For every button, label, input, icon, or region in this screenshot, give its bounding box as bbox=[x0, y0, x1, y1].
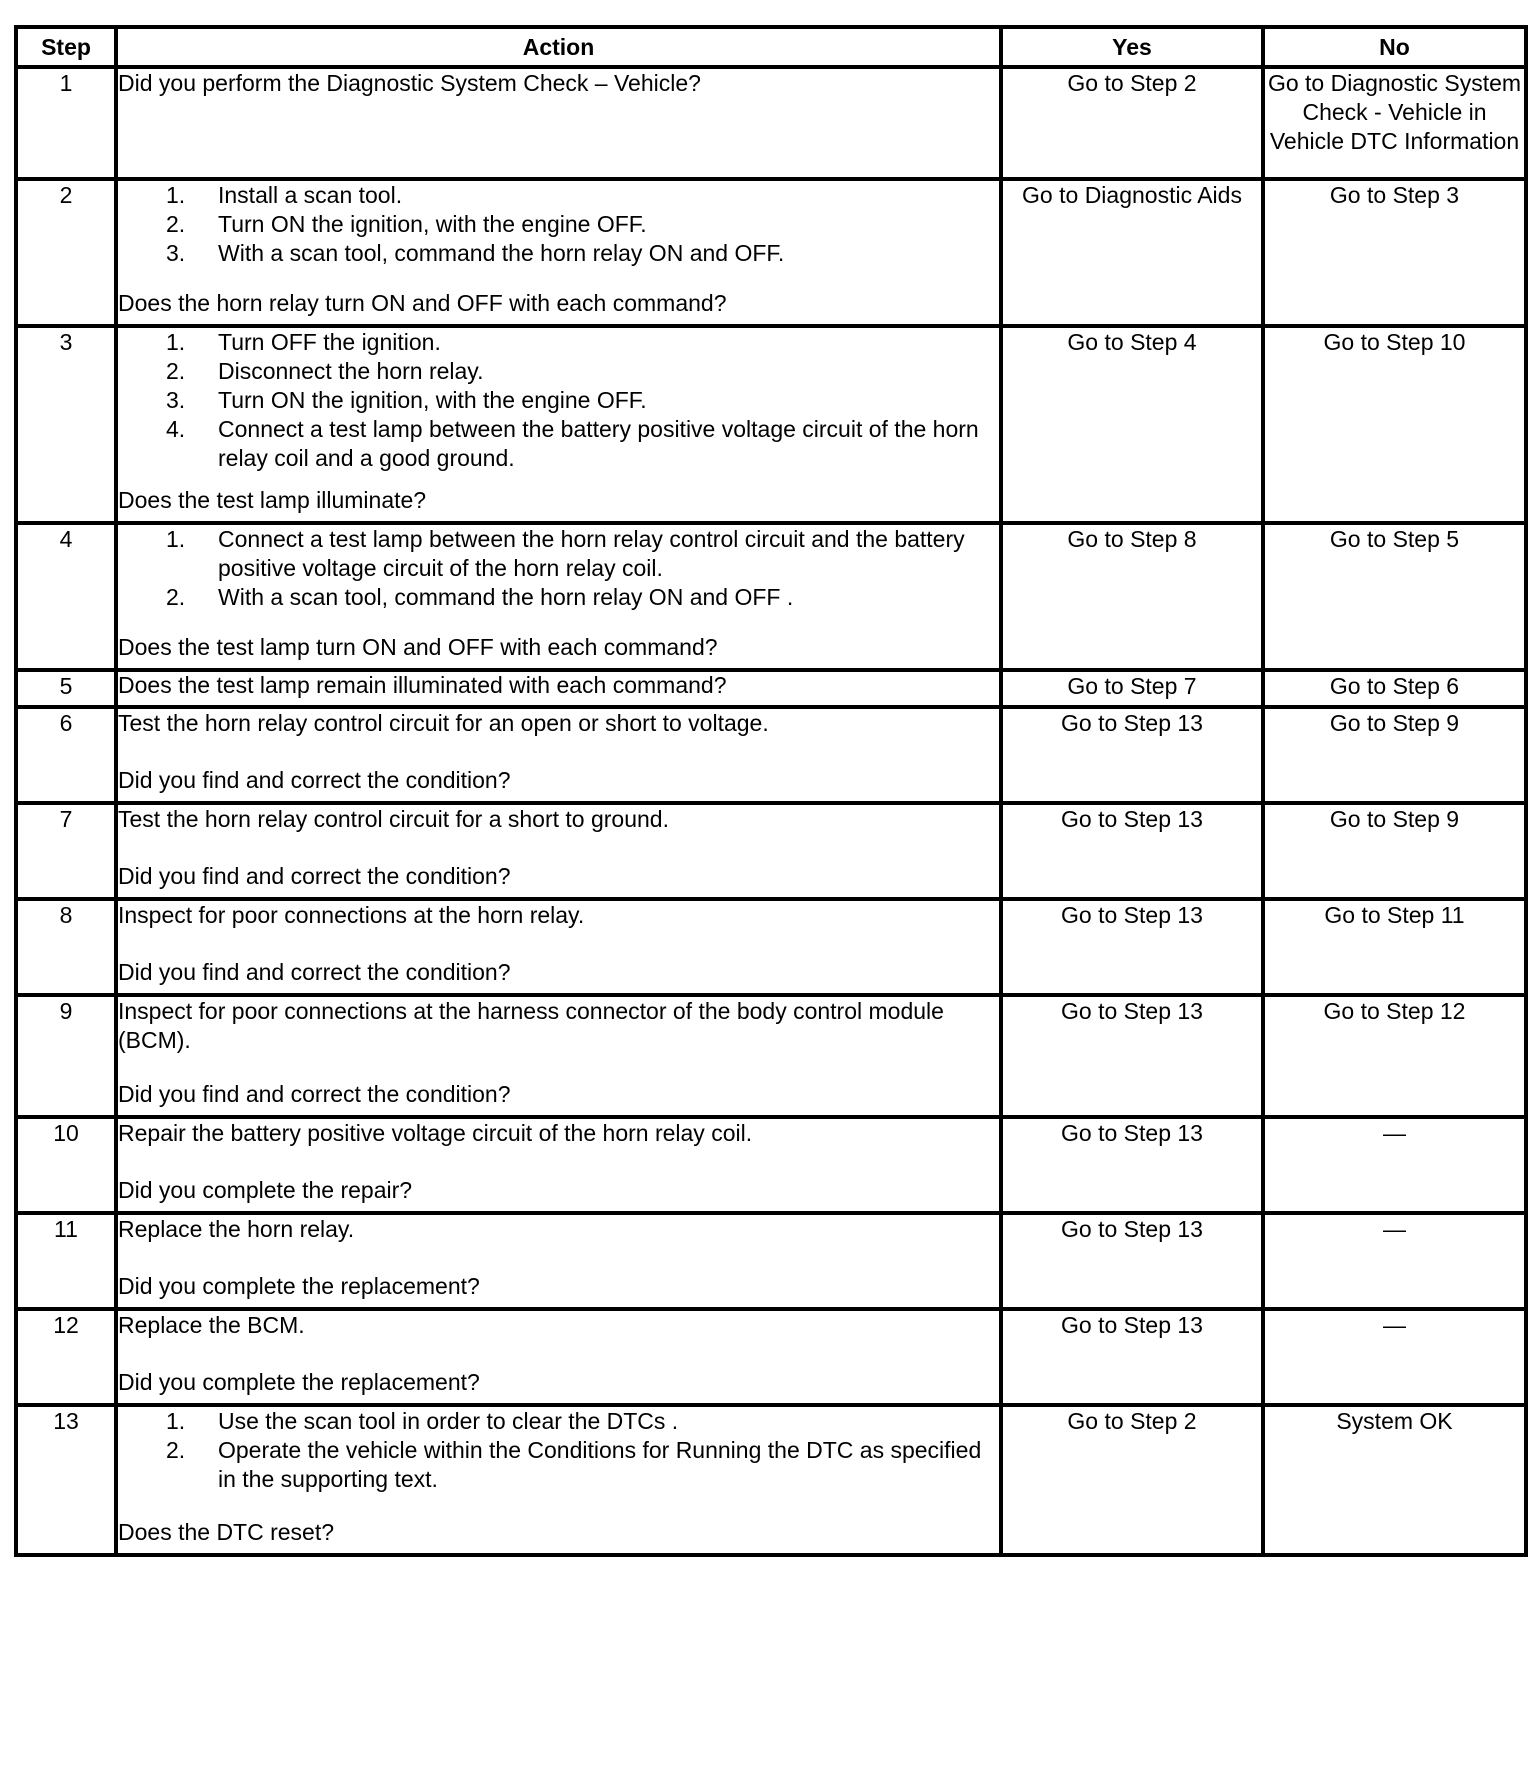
list-item bbox=[118, 357, 999, 386]
table-row bbox=[16, 803, 1526, 899]
step-number: 4 bbox=[16, 523, 116, 670]
step-number: 7 bbox=[16, 803, 116, 899]
action-cell bbox=[116, 995, 1001, 1117]
header-action: Action bbox=[116, 27, 1001, 67]
step-number: 9 bbox=[16, 995, 116, 1117]
yes-result: Go to Step 7 bbox=[1001, 670, 1263, 707]
no-result: — bbox=[1263, 1213, 1526, 1309]
yes-result: Go to Step 13 bbox=[1001, 1309, 1263, 1405]
action-question: Did you find and correct the condition? bbox=[118, 767, 511, 793]
list-item bbox=[118, 210, 999, 239]
action-cell bbox=[116, 670, 1001, 707]
list-item-number: 2. bbox=[166, 211, 186, 237]
list-item-text: With a scan tool, command the horn relay ON and OFF . bbox=[218, 584, 794, 610]
table-row bbox=[16, 670, 1526, 707]
table-row bbox=[16, 1117, 1526, 1213]
action-cell bbox=[116, 1213, 1001, 1309]
action-question: Does the test lamp turn ON and OFF with each command? bbox=[118, 634, 718, 660]
yes-result: Go to Step 13 bbox=[1001, 899, 1263, 995]
list-item bbox=[118, 239, 999, 268]
action-question: Did you complete the replacement? bbox=[118, 1369, 480, 1395]
list-item-number: 3. bbox=[166, 387, 186, 413]
list-item bbox=[118, 583, 999, 612]
yes-result: Go to Step 8 bbox=[1001, 523, 1263, 670]
list-item bbox=[118, 525, 999, 583]
action-instruction: Test the horn relay control circuit for a short to ground. bbox=[118, 806, 669, 832]
list-item-text: Disconnect the horn relay. bbox=[218, 358, 484, 384]
action-question: Did you complete the repair? bbox=[118, 1177, 413, 1203]
list-item bbox=[118, 328, 999, 357]
action-question: Did you perform the Diagnostic System Check – Vehicle? bbox=[118, 70, 701, 96]
table-row bbox=[16, 995, 1526, 1117]
yes-result: Go to Step 2 bbox=[1001, 1405, 1263, 1555]
action-question: Did you find and correct the condition? bbox=[118, 1081, 511, 1107]
no-result: System OK bbox=[1263, 1405, 1526, 1555]
list-item-number: 1. bbox=[166, 526, 186, 552]
header-step: Step bbox=[16, 27, 116, 67]
list-item-text: With a scan tool, command the horn relay ON and OFF. bbox=[218, 240, 785, 266]
action-cell bbox=[116, 1309, 1001, 1405]
action-question: Did you find and correct the condition? bbox=[118, 959, 511, 985]
table-row bbox=[16, 707, 1526, 803]
action-steps-list bbox=[118, 525, 999, 612]
no-result: — bbox=[1263, 1309, 1526, 1405]
step-number: 5 bbox=[16, 670, 116, 707]
list-item-text: Turn ON the ignition, with the engine OFF. bbox=[218, 211, 647, 237]
header-yes: Yes bbox=[1001, 27, 1263, 67]
action-cell bbox=[116, 326, 1001, 523]
table-row bbox=[16, 326, 1526, 523]
diagnostic-table bbox=[14, 25, 1528, 1557]
table-row bbox=[16, 1213, 1526, 1309]
no-result: Go to Step 3 bbox=[1263, 179, 1526, 326]
yes-result: Go to Step 13 bbox=[1001, 1117, 1263, 1213]
action-question: Did you complete the replacement? bbox=[118, 1273, 480, 1299]
no-result: Go to Step 5 bbox=[1263, 523, 1526, 670]
list-item bbox=[118, 181, 999, 210]
no-result: Go to Step 9 bbox=[1263, 707, 1526, 803]
list-item-text: Use the scan tool in order to clear the DTCs . bbox=[218, 1408, 679, 1434]
action-cell bbox=[116, 1405, 1001, 1555]
action-cell bbox=[116, 67, 1001, 179]
table-row bbox=[16, 179, 1526, 326]
action-instruction: Replace the BCM. bbox=[118, 1312, 305, 1338]
list-item-number: 1. bbox=[166, 329, 186, 355]
list-item-text: Turn OFF the ignition. bbox=[218, 329, 441, 355]
action-cell bbox=[116, 179, 1001, 326]
action-instruction: Test the horn relay control circuit for an open or short to voltage. bbox=[118, 710, 769, 736]
no-result: Go to Step 10 bbox=[1263, 326, 1526, 523]
step-number: 13 bbox=[16, 1405, 116, 1555]
action-instruction: Replace the horn relay. bbox=[118, 1216, 355, 1242]
list-item-number: 2. bbox=[166, 1437, 186, 1463]
yes-result: Go to Step 13 bbox=[1001, 803, 1263, 899]
action-steps-list bbox=[118, 328, 999, 473]
action-instruction: Repair the battery positive voltage circuit of the horn relay coil. bbox=[118, 1120, 753, 1146]
step-number: 6 bbox=[16, 707, 116, 803]
step-number: 12 bbox=[16, 1309, 116, 1405]
action-question: Does the test lamp remain illuminated with each command? bbox=[118, 672, 727, 698]
list-item-number: 4. bbox=[166, 416, 186, 442]
table-row bbox=[16, 67, 1526, 179]
yes-result: Go to Step 13 bbox=[1001, 995, 1263, 1117]
table-row bbox=[16, 899, 1526, 995]
table-row bbox=[16, 1405, 1526, 1555]
list-item bbox=[118, 1407, 999, 1436]
yes-result: Go to Diagnostic Aids bbox=[1001, 179, 1263, 326]
action-cell bbox=[116, 523, 1001, 670]
step-number: 3 bbox=[16, 326, 116, 523]
step-number: 10 bbox=[16, 1117, 116, 1213]
list-item-text: Operate the vehicle within the Conditions for Running the DTC as specified in the supporting text. bbox=[218, 1437, 982, 1492]
yes-result: Go to Step 2 bbox=[1001, 67, 1263, 179]
yes-result: Go to Step 13 bbox=[1001, 1213, 1263, 1309]
list-item-text: Connect a test lamp between the battery positive voltage circuit of the horn relay coil and a good ground. bbox=[218, 416, 979, 471]
list-item-number: 1. bbox=[166, 182, 186, 208]
step-number: 8 bbox=[16, 899, 116, 995]
step-number: 2 bbox=[16, 179, 116, 326]
yes-result: Go to Step 13 bbox=[1001, 707, 1263, 803]
header-no: No bbox=[1263, 27, 1526, 67]
action-cell bbox=[116, 899, 1001, 995]
step-number: 11 bbox=[16, 1213, 116, 1309]
action-steps-list bbox=[118, 181, 999, 268]
list-item bbox=[118, 1436, 999, 1494]
table-row bbox=[16, 523, 1526, 670]
no-result: Go to Diagnostic System Check - Vehicle in Vehicle DTC Information bbox=[1263, 67, 1526, 179]
action-cell bbox=[116, 1117, 1001, 1213]
step-number: 1 bbox=[16, 67, 116, 179]
action-steps-list bbox=[118, 1407, 999, 1494]
list-item-text: Install a scan tool. bbox=[218, 182, 403, 208]
action-cell bbox=[116, 803, 1001, 899]
yes-result: Go to Step 4 bbox=[1001, 326, 1263, 523]
action-instruction: Inspect for poor connections at the harness connector of the body control module (BCM). bbox=[118, 998, 944, 1053]
list-item bbox=[118, 415, 999, 473]
action-instruction: Inspect for poor connections at the horn relay. bbox=[118, 902, 585, 928]
list-item-number: 1. bbox=[166, 1408, 186, 1434]
list-item-text: Turn ON the ignition, with the engine OFF. bbox=[218, 387, 647, 413]
action-question: Does the horn relay turn ON and OFF with each command? bbox=[118, 290, 727, 316]
no-result: — bbox=[1263, 1117, 1526, 1213]
no-result: Go to Step 11 bbox=[1263, 899, 1526, 995]
list-item-text: Connect a test lamp between the horn relay control circuit and the battery positive voltage circuit of the horn relay coil. bbox=[218, 526, 965, 581]
list-item-number: 3. bbox=[166, 240, 186, 266]
table-row bbox=[16, 1309, 1526, 1405]
list-item-number: 2. bbox=[166, 584, 186, 610]
no-result: Go to Step 9 bbox=[1263, 803, 1526, 899]
no-result: Go to Step 12 bbox=[1263, 995, 1526, 1117]
action-question: Does the DTC reset? bbox=[118, 1519, 335, 1545]
list-item bbox=[118, 386, 999, 415]
no-result: Go to Step 6 bbox=[1263, 670, 1526, 707]
list-item-number: 2. bbox=[166, 358, 186, 384]
action-question: Did you find and correct the condition? bbox=[118, 863, 511, 889]
action-cell bbox=[116, 707, 1001, 803]
header-row bbox=[16, 27, 1526, 67]
action-question: Does the test lamp illuminate? bbox=[118, 487, 427, 513]
